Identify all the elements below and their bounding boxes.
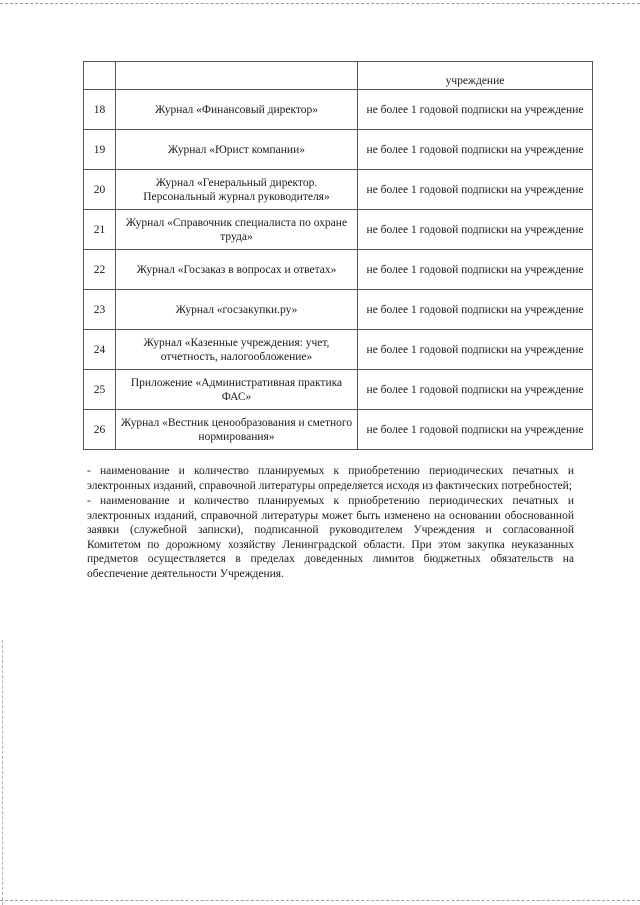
cell-name: Приложение «Административная практика ФАС» xyxy=(116,370,358,410)
publications-table xyxy=(83,61,593,450)
cell-num: 20 xyxy=(84,170,116,210)
cell-name: Журнал «Госзаказ в вопросах и ответах» xyxy=(116,250,358,290)
page-edge-top xyxy=(0,3,640,4)
cell-name: Журнал «Вестник ценообразования и сметного нормирования» xyxy=(116,410,358,450)
cell-num: 18 xyxy=(84,90,116,130)
page-edge-bottom xyxy=(0,900,640,901)
cell-num: 23 xyxy=(84,290,116,330)
cell-limit: не более 1 годовой подписки на учреждение xyxy=(358,330,593,370)
table-row xyxy=(84,290,593,330)
table-row xyxy=(84,170,593,210)
table-row xyxy=(84,410,593,450)
cell-num: 22 xyxy=(84,250,116,290)
cell-limit: не более 1 годовой подписки на учреждение xyxy=(358,90,593,130)
table-row xyxy=(84,90,593,130)
cell-name: Журнал «Генеральный директор. Персональный журнал руководителя» xyxy=(116,170,358,210)
cell-name: Журнал «Справочник специалиста по охране труда» xyxy=(116,210,358,250)
cell-name xyxy=(116,62,358,90)
cell-num: 26 xyxy=(84,410,116,450)
cell-name: Журнал «Юрист компании» xyxy=(116,130,358,170)
note-paragraph: - наименование и количество планируемых к приобретению периодических печатных и электронных изданий, справочной литературы определяется исходя из фактических потребностей; xyxy=(87,465,574,492)
cell-limit: не более 1 годовой подписки на учреждение xyxy=(358,410,593,450)
note-paragraph: - наименование и количество планируемых к приобретению периодических печатных и электронных изданий, справочной литературы может быть изменено на основании обоснованной заявки (служебной записки), подписанной руководителем Учреждения и согласованной Комитетом по дорожному хозяйству Ленинградской области. При этом закупка неуказанных предметов осуществляется в пределах доведенных лимитов бюджетных обязательств на обеспечение деятельности Учреждения. xyxy=(87,495,574,580)
cell-num xyxy=(84,62,116,90)
cell-num: 21 xyxy=(84,210,116,250)
cell-limit: учреждение xyxy=(358,62,593,90)
table-row xyxy=(84,130,593,170)
page-edge-left xyxy=(2,640,3,905)
cell-limit: не более 1 годовой подписки на учреждение xyxy=(358,210,593,250)
table-row xyxy=(84,370,593,410)
cell-name: Журнал «госзакупки.ру» xyxy=(116,290,358,330)
cell-num: 19 xyxy=(84,130,116,170)
cell-limit: не более 1 годовой подписки на учреждение xyxy=(358,370,593,410)
cell-limit: не более 1 годовой подписки на учреждение xyxy=(358,130,593,170)
cell-name: Журнал «Финансовый директор» xyxy=(116,90,358,130)
cell-limit: не более 1 годовой подписки на учреждение xyxy=(358,290,593,330)
cell-num: 24 xyxy=(84,330,116,370)
table-row-continuation xyxy=(84,62,593,90)
cell-name: Журнал «Казенные учреждения: учет, отчетность, налогообложение» xyxy=(116,330,358,370)
cell-limit: не более 1 годовой подписки на учреждение xyxy=(358,250,593,290)
cell-limit: не более 1 годовой подписки на учреждение xyxy=(358,170,593,210)
table-row xyxy=(84,210,593,250)
notes-section xyxy=(87,464,574,582)
table-row xyxy=(84,330,593,370)
table-row xyxy=(84,250,593,290)
cell-num: 25 xyxy=(84,370,116,410)
